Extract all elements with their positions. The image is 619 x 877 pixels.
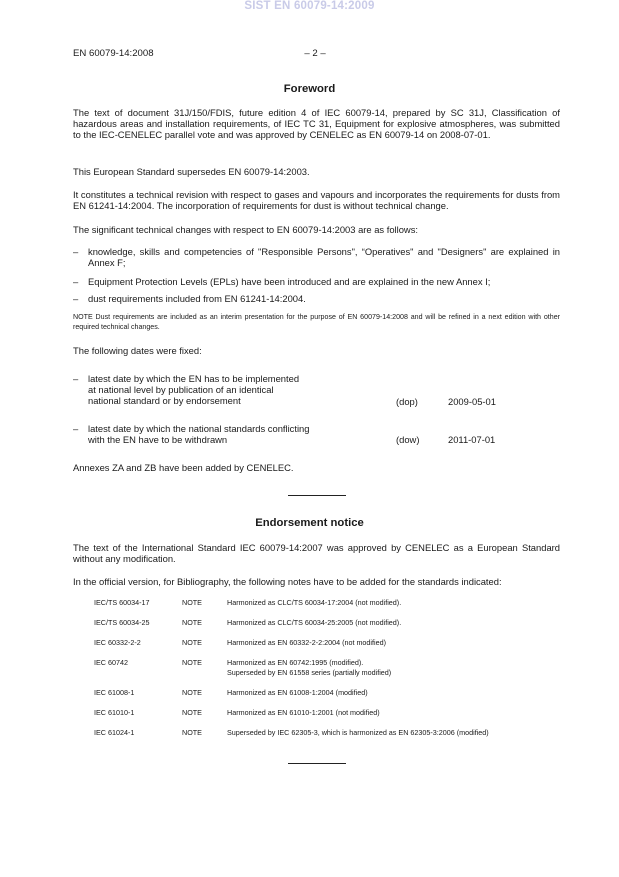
date-abbreviation: (dop) — [396, 396, 418, 407]
note-text: Harmonized as EN 61010-1:2001 (not modified) — [227, 708, 380, 717]
note-text: Superseded by IEC 62305-3, which is harmonized as EN 62305-3:2006 (modified) — [227, 728, 489, 737]
watermark: SIST EN 60079-14:2009 — [244, 0, 375, 12]
standard-id: IEC 60332-2-2 — [94, 638, 141, 647]
date-item-description: latest date by which the national standards conflicting with the EN have to be withdrawn — [88, 423, 310, 446]
bullet-dash: – — [73, 276, 79, 287]
note-text: Harmonized as CLC/TS 60034-25:2005 (not modified). — [227, 618, 402, 627]
standard-id: IEC 60742 — [94, 658, 128, 667]
note-label: NOTE — [182, 638, 202, 647]
dates-intro: The following dates were fixed: — [73, 345, 202, 356]
note-label: NOTE — [182, 598, 202, 607]
foreword-paragraph-1: The text of document 31J/150/FDIS, future edition 4 of IEC 60079-14, prepared by SC 31J, Classification of hazardous areas and installation requirements, of IEC TC 31, Equipment for explosive atmospheres, was submitted to the IEC-CENELEC parallel vote and was approved by CENELEC as EN 60079-14 on 2008-07-01. — [73, 107, 560, 141]
page-number: – 2 – — [304, 48, 326, 59]
note-label: NOTE — [182, 618, 202, 627]
bullet-dash: – — [73, 293, 79, 304]
standard-id: IEC/TS 60034-17 — [94, 598, 150, 607]
bullet-dash: – — [73, 423, 79, 434]
standard-id: IEC 61024-1 — [94, 728, 135, 737]
foreword-paragraph-4: The significant technical changes with respect to EN 60079-14:2003 are as follows: — [73, 224, 418, 235]
change-item-text: Equipment Protection Levels (EPLs) have been introduced and are explained in the new Annex I; — [88, 276, 491, 287]
note-label: NOTE — [182, 688, 202, 697]
endorsement-paragraph-2: In the official version, for Bibliography, the following notes have to be added for the standards indicated: — [73, 576, 502, 587]
date-abbreviation: (dow) — [396, 434, 420, 445]
note-label: NOTE — [182, 658, 202, 667]
change-item-text: dust requirements included from EN 61241-14:2004. — [88, 293, 306, 304]
note-text: Harmonized as CLC/TS 60034-17:2004 (not modified). — [227, 598, 402, 607]
document-id: EN 60079-14:2008 — [73, 48, 154, 59]
date-item-description: latest date by which the EN has to be implemented at national level by publication of an identical national standard or by endorsement — [88, 373, 300, 407]
endorsement-title: Endorsement notice — [255, 517, 364, 529]
note-label: NOTE — [182, 708, 202, 717]
dust-note: NOTE Dust requirements are included as an interim presentation for the purpose of EN 60079-14:2008 and will be refined in a next edition with other required technical changes. — [73, 313, 560, 331]
standard-id: IEC 61010-1 — [94, 708, 135, 717]
bullet-dash: – — [73, 373, 79, 384]
standard-id: IEC/TS 60034-25 — [94, 618, 150, 627]
note-text: Harmonized as EN 60332-2-2:2004 (not modified) — [227, 638, 387, 647]
date-value: 2011-07-01 — [448, 434, 496, 445]
foreword-title: Foreword — [283, 83, 336, 95]
change-item-text: knowledge, skills and competencies of "Responsible Persons", “Operatives" and "Designers" are explained in Annex F; — [88, 246, 560, 269]
note-text: Harmonized as EN 60742:1995 (modified). Superseded by EN 61558 series (partially modified) — [227, 658, 392, 677]
endorsement-paragraph-1: The text of the International Standard IEC 60079-14:2007 was approved by CENELEC as a European Standard without any modification. — [73, 542, 560, 565]
foreword-paragraph-3: It constitutes a technical revision with respect to gases and vapours and incorporates the requirements for dusts from EN 61241-14:2004. The incorporation of requirements for dust is without technical change. — [73, 189, 560, 212]
section-divider — [288, 763, 346, 764]
date-value: 2009-05-01 — [448, 396, 496, 407]
foreword-paragraph-2: This European Standard supersedes EN 60079-14:2003. — [73, 166, 310, 177]
section-divider — [288, 495, 346, 496]
annexes-statement: Annexes ZA and ZB have been added by CENELEC. — [73, 462, 294, 473]
standard-id: IEC 61008-1 — [94, 688, 135, 697]
note-text: Harmonized as EN 61008-1:2004 (modified) — [227, 688, 368, 697]
note-label: NOTE — [182, 728, 202, 737]
bullet-dash: – — [73, 246, 79, 257]
